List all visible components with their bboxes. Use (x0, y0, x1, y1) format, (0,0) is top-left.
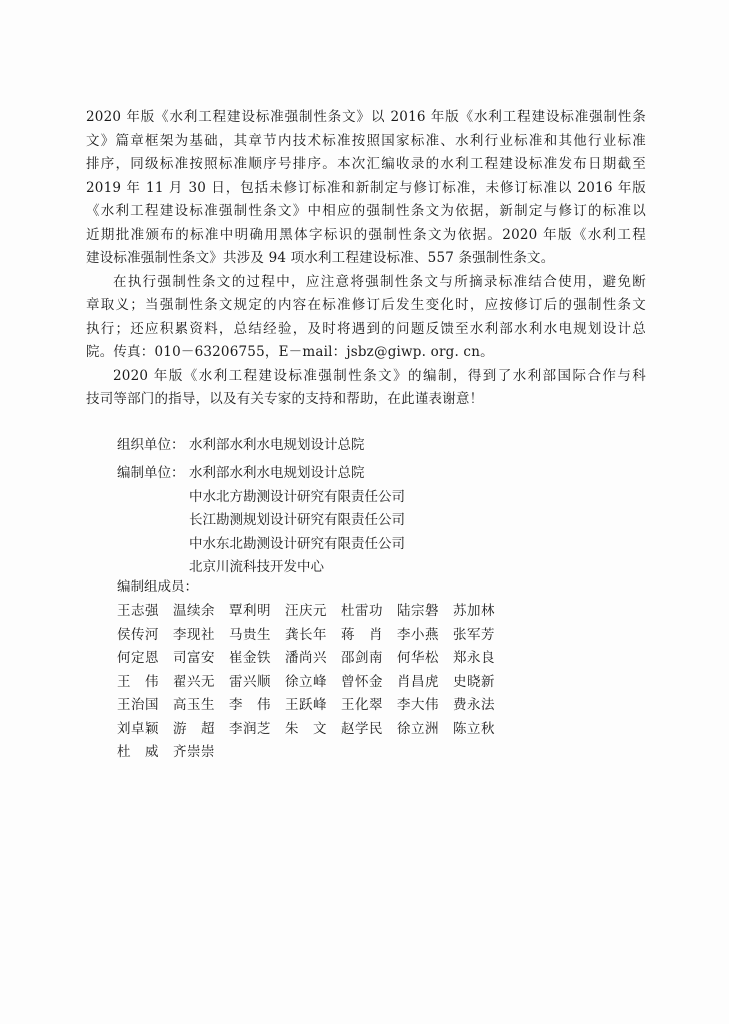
member-name: 赵学民 (341, 720, 383, 737)
member-name: 史晓新 (453, 673, 495, 690)
member-name: 王跃峰 (285, 697, 327, 713)
member-name: 蒋 肖 (341, 626, 383, 643)
member-name: 张军芳 (453, 626, 495, 643)
member-name: 陆宗磐 (397, 603, 439, 619)
member-name: 李大伟 (397, 697, 439, 713)
member-name: 李润芝 (229, 720, 271, 737)
compiler-unit: 长江勘测规划设计研究有限责任公司 (189, 512, 405, 528)
member-name: 何定恩 (117, 650, 159, 666)
members-title: 编制组成员： (117, 579, 198, 595)
member-name: 王化翠 (341, 697, 383, 713)
member-name: 游 超 (173, 720, 215, 737)
member-name: 李 伟 (229, 697, 271, 713)
text-line: 执行；还应积累资料，总结经验，及时将遇到的问题反馈至水利部水利水电规划设计总 (86, 320, 646, 337)
text-line: 院。传真：010－63206755，E－mail：jsbz@giwp. org. cn。 (86, 344, 494, 360)
paragraph-2 (86, 271, 646, 365)
member-name: 邵剑南 (341, 650, 383, 666)
member-name: 崔金铁 (229, 650, 271, 666)
member-name: 司富安 (173, 650, 215, 666)
text-line: 排序，同级标准按照标准顺序号排序。本次汇编收录的水利工程建设标准发布日期截至 (86, 156, 646, 172)
member-name: 王 伟 (117, 673, 159, 690)
member-name: 刘卓颖 (117, 720, 159, 737)
member-name: 李现社 (173, 626, 215, 643)
member-name: 齐崇崇 (173, 744, 215, 760)
member-name: 龚长年 (285, 626, 327, 643)
text-line: 文》篇章框架为基础，其章节内技术标准按照国家标准、水利行业标准和其他行业标准 (86, 132, 646, 149)
member-name: 潘尚兴 (285, 650, 327, 666)
member-name: 杜雷功 (341, 603, 383, 619)
organizer-value: 水利部水利水电规划设计总院 (189, 437, 365, 453)
members-grid (117, 600, 537, 765)
member-name: 费永法 (453, 697, 495, 713)
member-name: 杜 威 (117, 744, 159, 760)
compiler-label: 编制单位： (117, 465, 185, 481)
member-name: 曾怀金 (341, 673, 383, 690)
compiler-unit: 中水东北勘测设计研究有限责任公司 (189, 535, 405, 552)
text-line: 2020 年版《水利工程建设标准强制性条文》以 2016 年版《水利工程建设标准强制性条 (86, 109, 646, 125)
member-name: 李小燕 (397, 626, 439, 643)
text-line: 《水利工程建设标准强制性条文》中相应的强制性条文为依据，新制定与修订的标准以 (86, 203, 646, 219)
text-line: 在执行强制性条文的过程中，应注意将强制性条文与所摘录标准结合使用，避免断 (113, 273, 646, 290)
paragraph-3 (86, 365, 646, 412)
member-name: 徐立洲 (397, 720, 439, 737)
member-name: 雷兴顺 (229, 673, 271, 690)
compiler-unit: 中水北方勘测设计研究有限责任公司 (189, 488, 405, 505)
compiler-unit: 北京川流科技开发中心 (189, 559, 324, 575)
text-line: 2019 年 11 月 30 日，包括未修订标准和新制定与修订标准，未修订标准以 2016 年版 (86, 179, 646, 196)
member-name: 王治国 (117, 697, 159, 713)
text-line: 2020 年版《水利工程建设标准强制性条文》的编制，得到了水利部国际合作与科 (113, 367, 646, 384)
member-name: 苏加林 (453, 603, 495, 619)
member-name: 何华松 (397, 650, 439, 666)
compiler-unit: 水利部水利水电规划设计总院 (189, 465, 365, 481)
member-name: 汪庆元 (285, 603, 327, 619)
member-name: 马贵生 (229, 626, 271, 643)
organizer-section (117, 434, 365, 458)
member-name: 陈立秋 (453, 720, 495, 737)
member-name: 王志强 (117, 603, 159, 619)
organizer-label: 组织单位： (117, 437, 185, 453)
member-name: 高玉生 (173, 697, 215, 713)
member-name: 覃利明 (229, 603, 271, 619)
member-name: 侯传河 (117, 626, 159, 643)
compiler-section (117, 462, 405, 580)
member-name: 朱 文 (285, 720, 327, 737)
member-name: 徐立峰 (285, 673, 327, 690)
paragraph-1 (86, 106, 646, 271)
member-name: 肖昌虎 (397, 673, 439, 690)
text-line: 章取义；当强制性条文规定的内容在标准修订后发生变化时，应按修订后的强制性条文 (86, 297, 646, 313)
member-name: 翟兴无 (173, 673, 215, 690)
text-line: 技司等部门的指导，以及有关专家的支持和帮助，在此谨表谢意！ (86, 391, 484, 407)
text-line: 建设标准强制性条文》共涉及 94 项水利工程建设标准、557 条强制性条文。 (86, 250, 555, 266)
text-line: 近期批准颁布的标准中明确用黑体字标识的强制性条文为依据。2020 年版《水利工程 (86, 226, 646, 243)
body-text (86, 106, 646, 412)
member-name: 温续余 (173, 603, 215, 619)
member-name: 郑永良 (453, 650, 495, 666)
